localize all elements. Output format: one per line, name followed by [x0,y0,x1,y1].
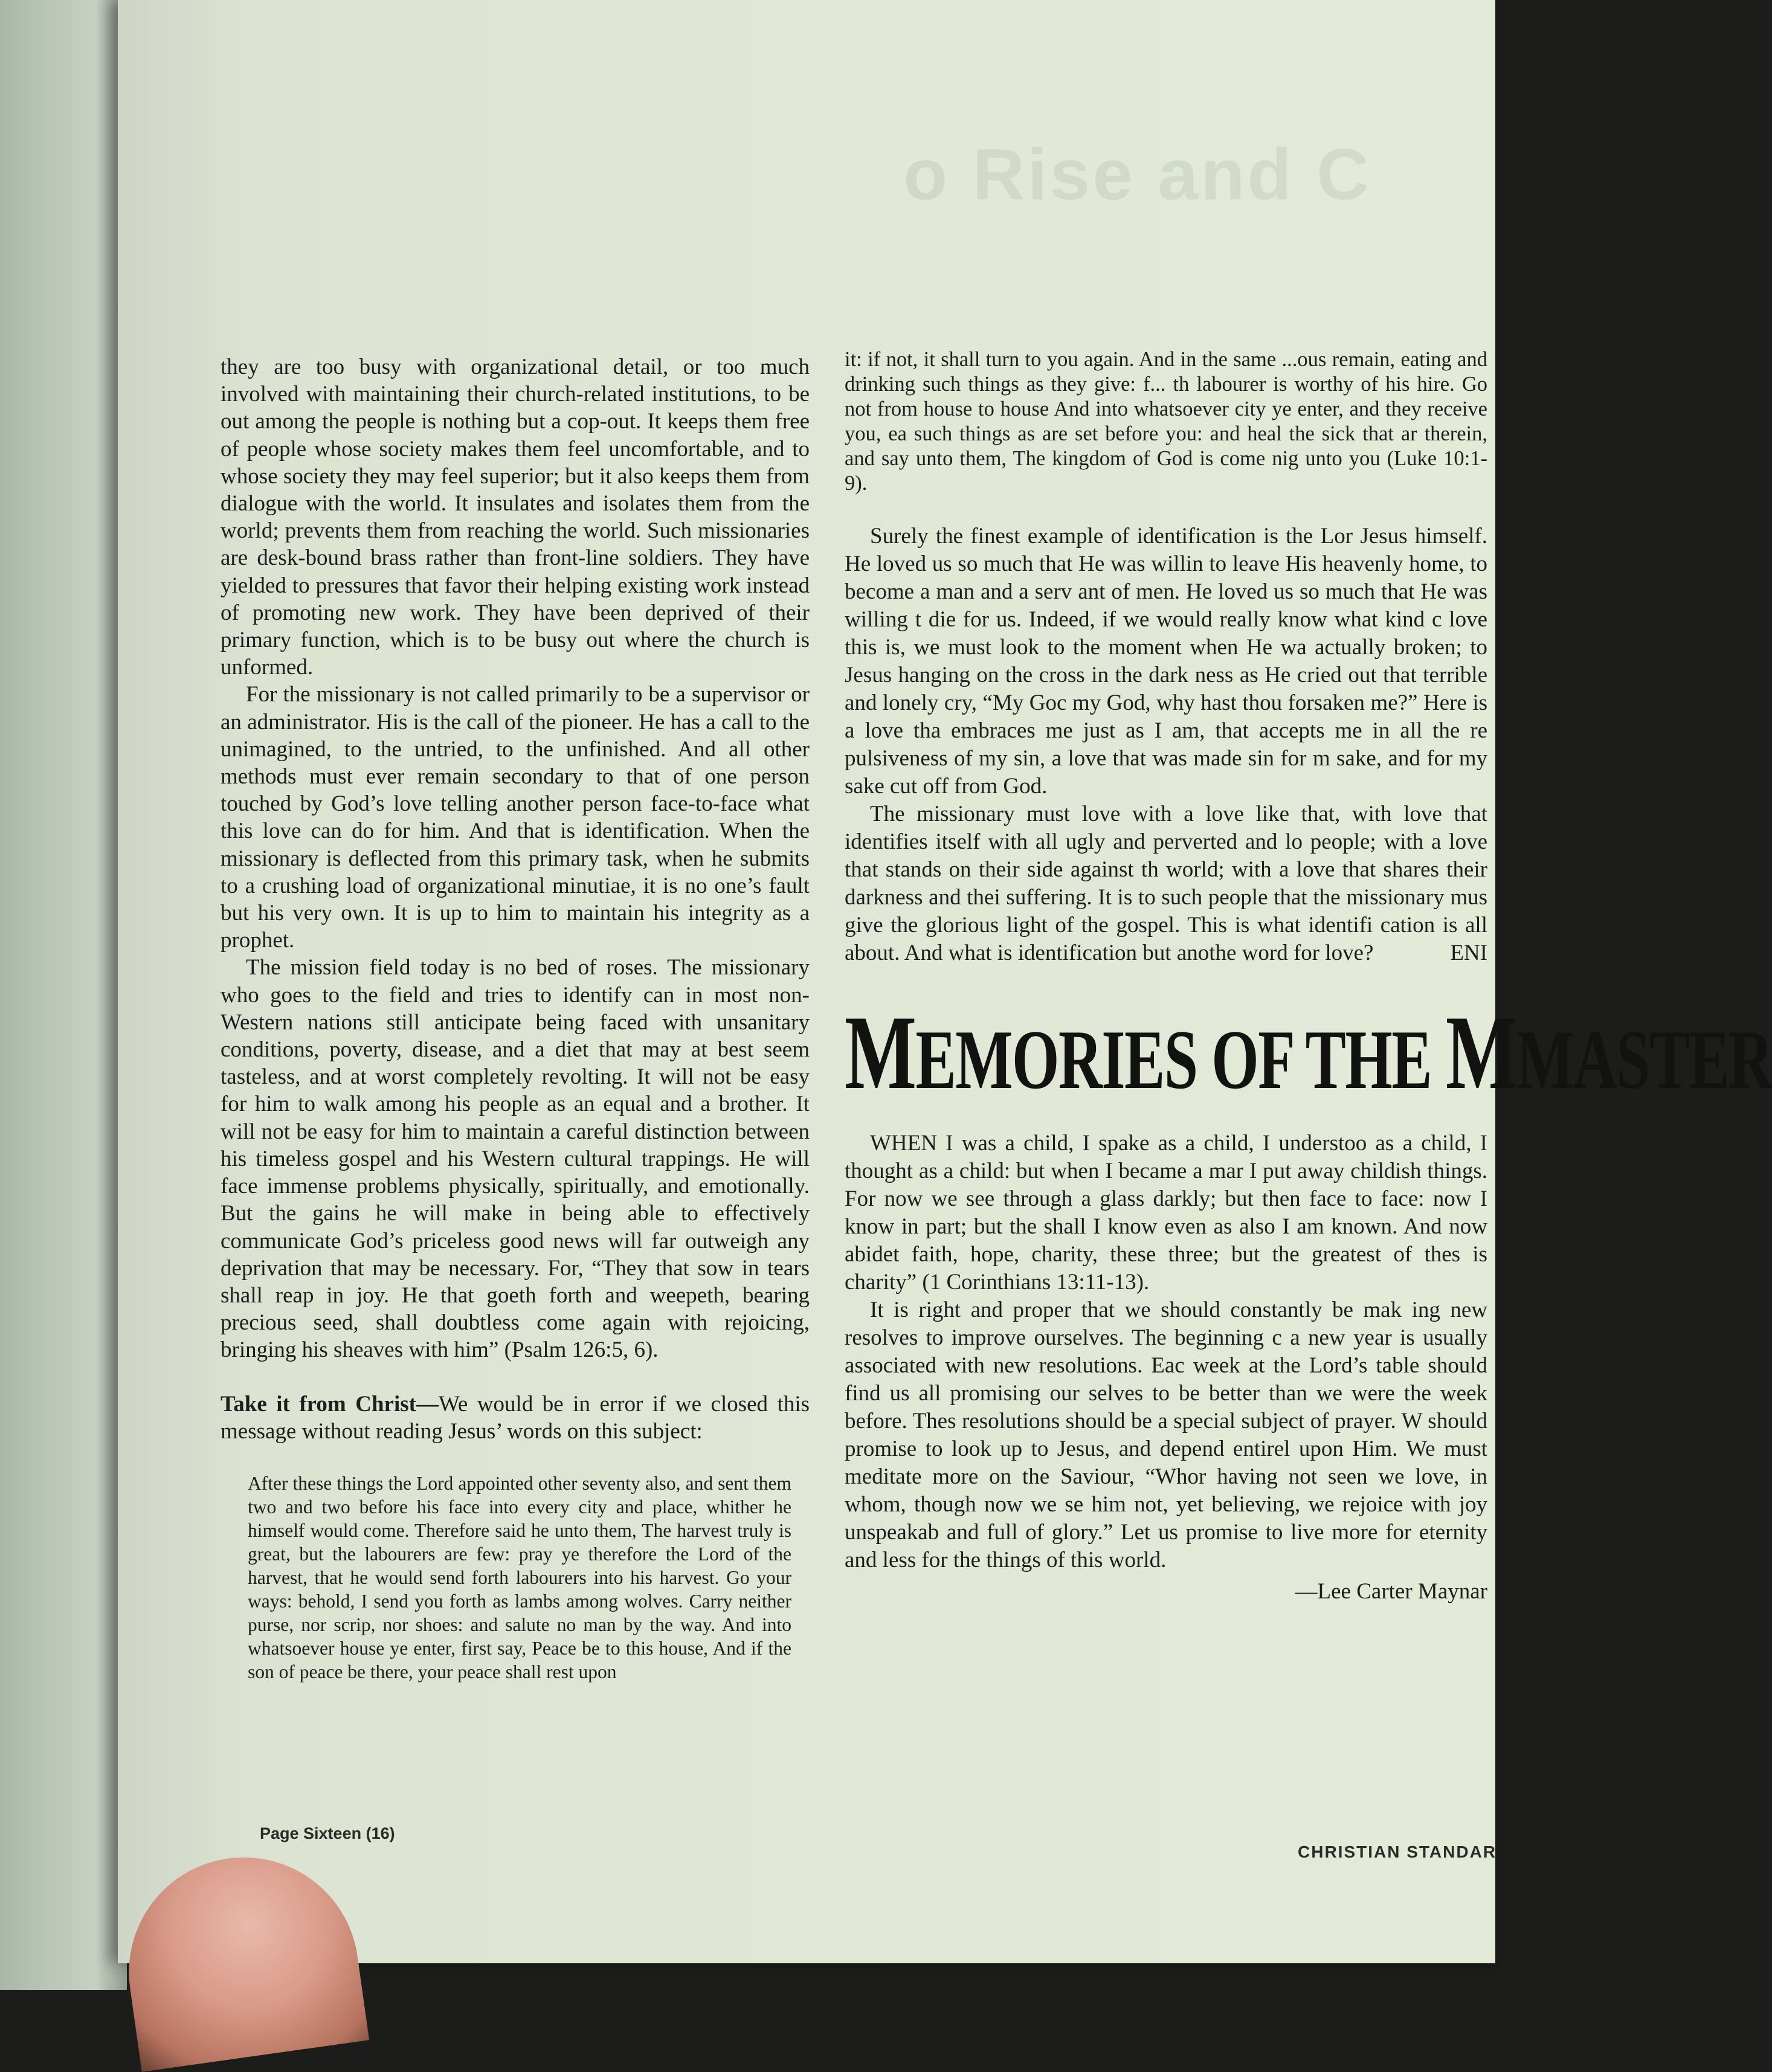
scripture-quote: After these things the Lord appointed other seventy also, and sent them two and two before his face into every city and place, whither he himself would come. Therefore said he unto them, The harvest truly is great, but the labourers are few: pray ye therefore the Lord of the harvest, that he would send forth labourers into his harvest. Go your ways: behold, I send you forth as lambs among wolves. Carry neither purse, nor scrip, nor shoes: and salute no man by the way. And into whatsoever house ye enter, first say, Peace be to this house, And if the son of peace be there, your peace shall rest upon [248,1472,791,1682]
running-footer: CHRISTIAN STANDAR [1298,1842,1497,1861]
show-through-title: o Rise and C [903,134,1371,215]
left-column [221,353,810,1684]
right-column [845,347,1772,1606]
body-paragraph: Surely the finest example of identification is the Lor Jesus himself. He loved us so much that He was willin to leave His heavenly home, to become a man and a serv ant of men. He loved us so much that He was willing t die for us. Indeed, if we would really know what kind c love this is, we must look to the moment when He wa actually broken; to Jesus hanging on the cross in the dark ness as He cried out that terrible and lonely cry, “My Goc my God, why hast thou forsaken me?” Here is a love tha embraces me just as I am, that accepts me in all the re pulsiveness of my sin, a love that was made sin for m sake, and for my sake cut off from God. [845,524,1487,799]
feature-paragraph: It is right and proper that we should constantly be mak ing new resolves to improve ourselves. The beginning c a new year is usually associated with new resolutions. Eac week at the Lord’s table should find us all promising our selves to be better than we were the week before. Thes resolutions should be a special subject of prayer. W should promise to look up to Jesus, and depend entirel upon Him. We must meditate more on the Saviour, “Whor having not seen we love, in whom, though now we se him not, yet believing, we rejoice with joy unspeakab and full of glory.” Let us promise to live more for eternity and less for the things of this world. [845,1298,1487,1572]
page-number: Page Sixteen (16) [260,1824,395,1842]
subhead-paragraph [221,1391,810,1445]
feature-title: MEMORIES OF THE MMASTER [845,994,1772,1111]
book-gutter [0,0,127,1990]
scripture-quote-continued: it: if not, it shall turn to you again. And in the same ...ous remain, eating and drinking such things as they give: f... th labourer is worthy of his hire. Go not from house to house And into whatsoever city ye enter, and they receive you, ea such things as are set before you: and heal the sick that ar therein, and say unto them, The kingdom of God is come nig unto you (Luke 10:1-9). [845,348,1487,495]
subhead: Take it from Christ— [221,1391,439,1417]
body-paragraph: The missionary must love with a love like that, with love that identifies itself with all ugly and perverted and lo people; with a love that stands on their side against th world; with a love that shares their darkness and thei suffering. It is to such people that the missionary mus give the glorious light of the gospel. This is what identifi cation is all about. And what is identification but anothe word for love? ENI [845,800,1487,967]
body-paragraph: For the missionary is not called primarily to be a supervisor or an administrator. His is the call of the pioneer. He has a call to the unimagined, to the untried, to the unfinished. And all other methods must ever remain secondary to that of one person touched by God’s love telling another person face-to-face what this love can do for him. And that is identification. When the missionary is deflected from this primary task, when he submits to a crushing load of organizational minutiae, it is no one’s fault but his very own. It is up to him to maintain his integrity as a prophet. [221,682,810,953]
body-paragraph: The mission field today is no bed of roses. The missionary who goes to the field and tries to identify can in most non-Western nations still anticipate being faced with unsanitary conditions, poverty, disease, and a diet that may at best seem tasteless, and at worst completely revolting. It will not be easy for him to walk among his people as an equal and a brother. It will not be easy for him to maintain a careful distinction between his timeless gospel and his Western cultural trappings. He will face immense problems physically, spiritually, and emotionally. But the gains he will make in being able to effectively communicate God’s priceless good news will far outweigh any deprivation that may be necessary. For, “They that sow in tears shall reap in joy. He that goeth forth and weepeth, bearing precious seed, shall doubtless come again with rejoicing, bringing his sheaves with him” (Psalm 126:5, 6). [221,955,810,1363]
subhead-text: We would be in error if we closed this message without reading Jesus’ words on this subject: [221,1391,810,1444]
byline: —Lee Carter Maynar [1295,1579,1487,1604]
feature-paragraph: WHEN I was a child, I spake as a child, I understoo as a child, I thought as a child: but when I became a mar I put away childish things. For now we see through a glass darkly; but then face to face: now I know in part; but the shall I know even as also I am known. And now abidet faith, hope, charity, these three; but the greatest of thes is charity” (1 Corinthians 13:11-13). [845,1131,1487,1295]
body-paragraph: they are too busy with organizational detail, or too much involved with maintaining their church-related institutions, to be out among the people is nothing but a cop-out. It keeps them free of people whose society makes them feel uncomfortable, and to whose society they may feel superior; but it also keeps them from dialogue with the world. It insulates and isolates them from the world; prevents them from reaching the world. Such missionaries are desk-bound brass rather than front-line soldiers. They have yielded to pressures that favor their helping existing work instead of promoting new work. They have been deprived of their primary function, which is to be busy out where the church is unformed. [221,355,810,680]
end-mark: ENI [1450,941,1487,965]
